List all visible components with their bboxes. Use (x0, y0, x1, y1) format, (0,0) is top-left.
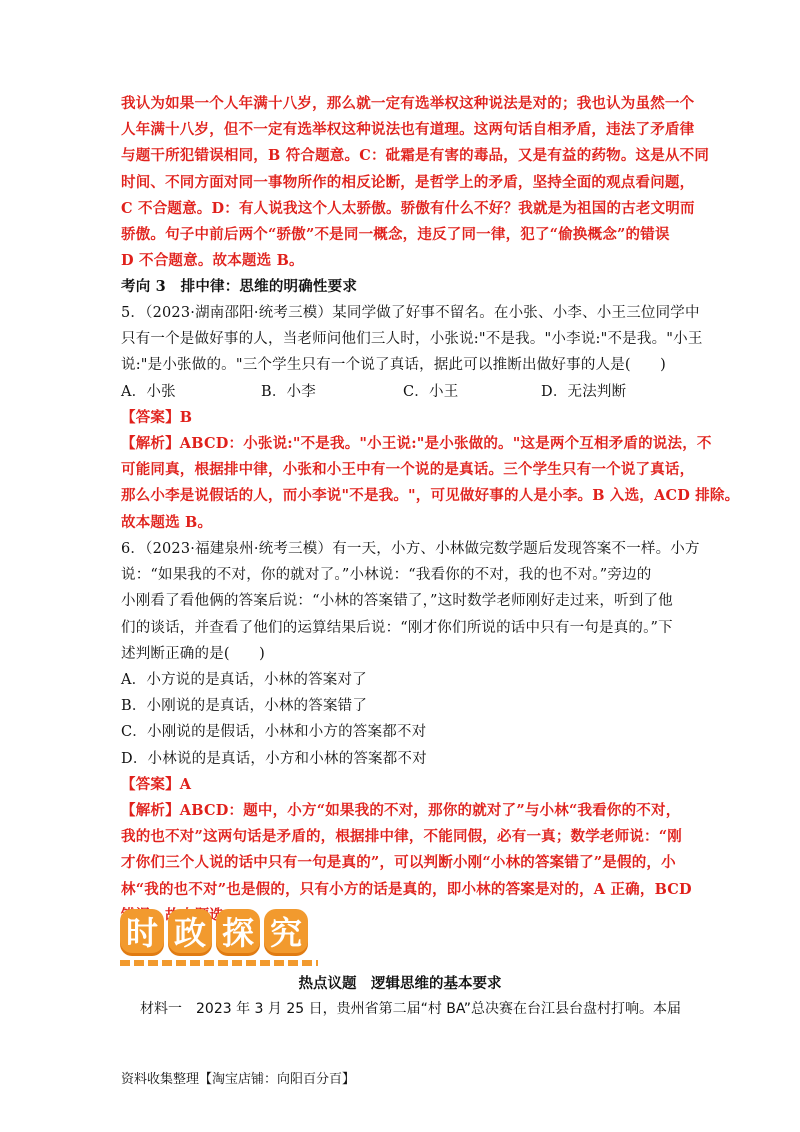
question-stem-line: 只有一个是做好事的人，当老师问他们三人时，小张说:"不是我。"小李说:"不是我。"小王 (121, 331, 703, 348)
question-stem-line: 6．（2023·福建泉州·统考三模）有一天，小方、小林做完数学题后发现答案不一样。小方 (121, 541, 700, 557)
footer-text: 资料收集整理【淘宝店铺：向阳百分百】 (121, 1072, 356, 1087)
option-b: B．小刚说的是真话，小林的答案错了 (121, 698, 368, 715)
banner-underline (120, 960, 318, 966)
explanation-line: 我认为如果一个人年满十八岁，那么就一定有选举权这种说法是对的；我也认为虽然一个 (121, 95, 695, 112)
question-stem-line: 5．（2023·湖南邵阳·统考三模）某同学做了好事不留名。在小张、小李、小王三位同学中 (121, 305, 700, 321)
intro-explanation (121, 91, 710, 274)
question-stem-line: 说:"是小张做的。"三个学生只有一个说了真话，据此可以推断出做好事的人是( ) (121, 357, 667, 374)
question-stem-line: 们的谈话，并查看了他们的运算结果后说：“刚才你们所说的话中只有一句是真的。”下 (121, 619, 673, 636)
explanation-line: 与题干所犯错误相同，B 符合题意。C：砒霜是有害的毒品，又是有益的药物。这是从不同 (121, 147, 710, 165)
analysis-line: 可能同真，根据排中律，小张和小王中有一个说的是真话。三个学生只有一个说了真话， (121, 461, 695, 479)
question-5 (121, 300, 740, 536)
option-d: D．无法判断 (541, 383, 627, 400)
answer: 【答案】B (121, 408, 193, 426)
banner-tile: 究 (264, 909, 308, 953)
explanation-line: 时间、不同方面对同一事物所作的相反论断，是哲学上的矛盾，坚持全面的观点看问题， (121, 173, 695, 191)
option-c: C．小刚说的是假话，小林和小方的答案都不对 (121, 724, 427, 741)
option-a: A．小张 (121, 383, 176, 400)
question-stem-line: 述判断正确的是( ) (121, 645, 266, 662)
explanation-line: 骄傲。句子中前后两个“骄傲”不是同一概念，违反了同一律，犯了“偷换概念”的错误 (121, 226, 670, 244)
analysis-line: 故本题选 B。 (121, 513, 213, 531)
option-d: D．小林说的是真话，小方和小林的答案都不对 (121, 750, 427, 767)
explanation-line: D 不合题意。故本题选 B。 (121, 252, 304, 270)
hot-topic-title: 热点议题 逻辑思维的基本要求 (298, 975, 502, 992)
analysis-line: 【解析】ABCD：题中，小方“如果我的不对，那你的就对了”与小林“我看你的不对， (121, 802, 681, 820)
answer: 【答案】A (121, 775, 192, 793)
banner-tile: 探 (216, 909, 260, 953)
current-affairs-banner (120, 909, 310, 965)
analysis-line: 林“我的也不对”也是假的，只有小方的话是真的，即小林的答案是对的，A 正确，BCD (121, 880, 692, 898)
explanation-line: 人年满十八岁，但不一定有选举权这种说法也有道理。这两句话自相矛盾，违法了矛盾律 (121, 121, 695, 139)
analysis-line: 那么小李是说假话的人，而小李说"不是我。"，可见做好事的人是小李。B 入选，ACD 排除。 (121, 487, 740, 505)
question-stem-line: 小刚看了看他俩的答案后说：“小林的答案错了，”这时数学老师刚好走过来，听到了他 (121, 593, 673, 610)
material-one: 材料一 2023 年 3 月 25 日，贵州省第二届“村 BA”总决赛在台江县台盘村打响。本届 (140, 1001, 682, 1017)
question-6 (121, 536, 700, 929)
section-heading: 考向 3 排中律：思维的明确性要求 (121, 278, 358, 295)
option-a: A．小方说的是真话，小林的答案对了 (121, 672, 367, 689)
explanation-line: C 不合题意。D：有人说我这个人太骄傲。骄傲有什么不好？我就是为祖国的古老文明而 (121, 199, 695, 217)
options-row (121, 379, 681, 405)
option-b: B．小李 (261, 383, 316, 400)
question-stem-line: 说：“如果我的不对，你的就对了。”小林说：“我看你的不对，我的也不对。”旁边的 (121, 567, 652, 584)
banner-tile: 政 (168, 909, 212, 953)
option-c: C．小王 (403, 383, 459, 400)
analysis-line: 我的也不对”这两句话是矛盾的，根据排中律，不能同假，必有一真；数学老师说：“刚 (121, 828, 682, 846)
analysis-line: 【解析】ABCD：小张说:"不是我。"小王说:"是小张做的。"这是两个互相矛盾的说法，不 (121, 435, 712, 453)
banner-tile: 时 (120, 909, 164, 953)
analysis-line: 才你们三个人说的话中只有一句是真的”，可以判断小刚“小林的答案错了”是假的，小 (121, 854, 676, 872)
